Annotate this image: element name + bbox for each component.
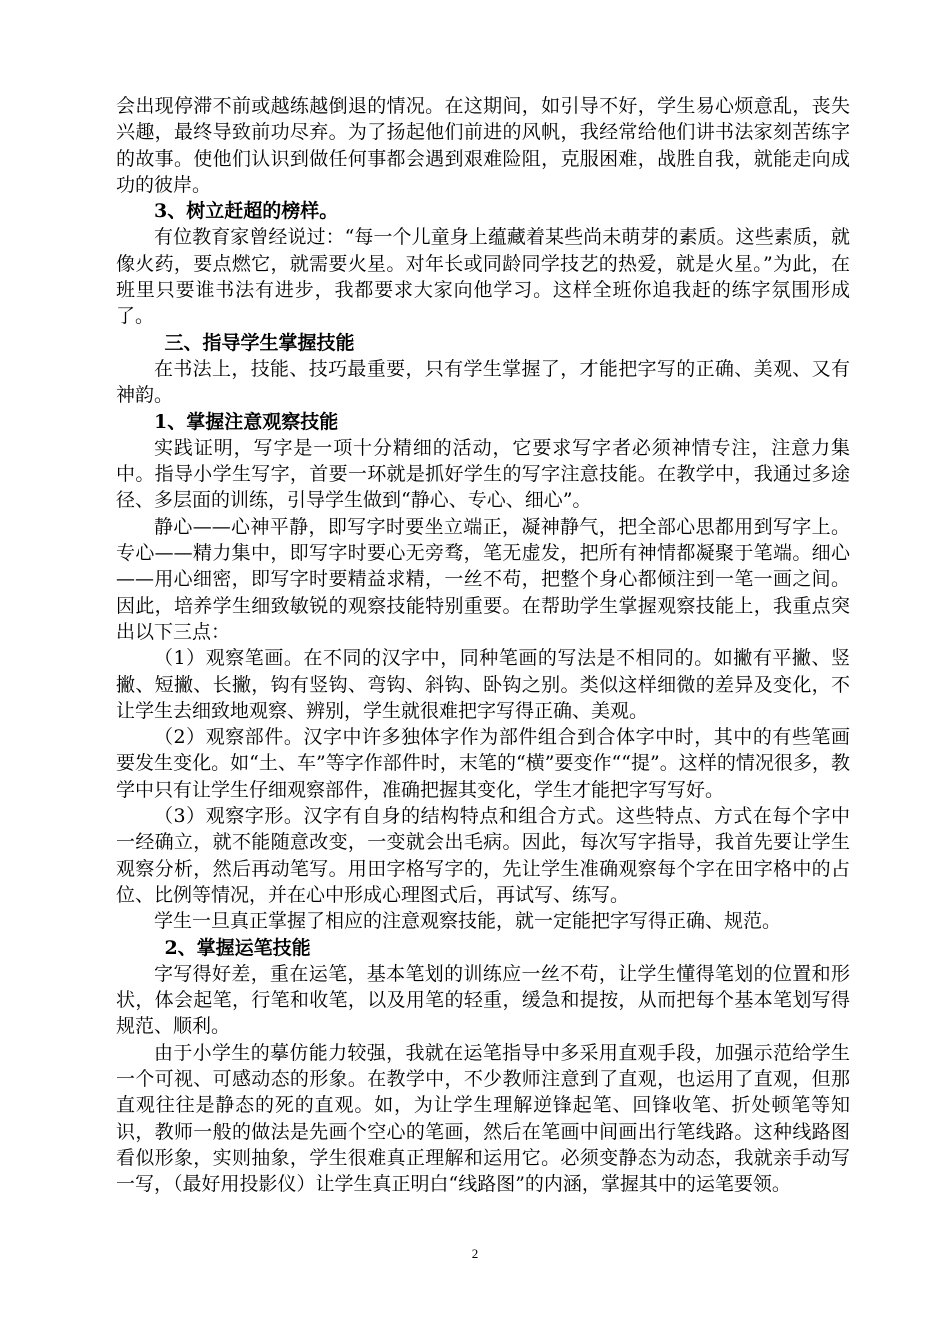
paragraph: 在书法上，技能、技巧最重要，只有学生掌握了，才能把字写的正确、美观、又有神韵。 [116, 357, 850, 407]
paragraph: 学生一旦真正掌握了相应的注意观察技能，就一定能把字写得正确、规范。 [154, 910, 782, 933]
section-heading-skills: 三、指导学生掌握技能 [164, 331, 355, 354]
paragraph-observe-components: （2）观察部件。汉字中许多独体字作为部件组合到合体字中时，其中的有些笔画要发生变化。如“土、车”等字作部件时，末笔的“横”要变作““提”。这样的情况很多，教学中只有让学生仔细观察部件，准确把握其变化，学生才能把字写写好。 [116, 726, 850, 801]
subheading-role-models: 3、树立赶超的榜样。 [154, 200, 339, 223]
paragraph-observe-shape: （3）观察字形。汉字有自身的结构特点和组合方式。这些特点、方式在每个字中一经确立，就不能随意改变，一变就会出毛病。因此，每次写字指导，我首先要让学生观察分析，然后再动笔写。用田字格写字的，先让学生准确观察每个字在田字格中的占位、比例等情况，并在心中形成心理图式后，再试写、练写。 [116, 805, 850, 906]
paragraph: 静心——心神平静，即写字时要坐立端正，凝神静气，把全部心思都用到写字上。专心——精力集中，即写字时要心无旁骛，笔无虚发，把所有神情都凝聚于笔端。细心——用心细密，即写字时要精益求精，一丝不苟，把整个身心都倾注到一笔一画之间。因此，培养学生细致敏锐的观察技能特别重要。在帮助学生掌握观察技能上，我重点突出以下三点： [116, 515, 850, 643]
document-body [116, 93, 850, 1197]
paragraph: 有位教育家曾经说过：“每一个儿童身上蕴藏着某些尚未萌芽的素质。这些素质，就像火药，要点燃它，就需要火星。对年长或同龄同学技艺的热爱，就是火星。”为此，在班里只要谁书法有进步，我都要求大家向他学习。这样全班你追我赶的练字氛围形成了。 [116, 226, 850, 328]
paragraph: 实践证明，写字是一项十分精细的活动，它要求写字者必须神情专注，注意力集中。指导小学生写字，首要一环就是抓好学生的写字注意技能。在教学中，我通过多途径、多层面的训练，引导学生做到“静心、专心、细心”。 [116, 436, 850, 512]
subheading-brush-skills: 2、掌握运笔技能 [164, 936, 311, 959]
subheading-observation-skills: 1、掌握注意观察技能 [154, 410, 339, 433]
paragraph: 字写得好差，重在运笔，基本笔划的训练应一丝不苟，让学生懂得笔划的位置和形状，体会起笔，行笔和收笔，以及用笔的轻重，缓急和提按，从而把每个基本笔划写得规范、顺利。 [116, 962, 850, 1038]
paragraph: 由于小学生的摹仿能力较强，我就在运笔指导中多采用直观手段，加强示范给学生一个可视、可感动态的形象。在教学中，不少教师注意到了直观，也运用了直观，但那直观往往是静态的死的直观。如，为让学生理解逆锋起笔、回锋收笔、折处顿笔等知识，教师一般的做法是先画个空心的笔画，然后在笔画中间画出行笔线路。这种线路图看似形象，实则抽象，学生很难真正理解和运用它。必须变静态为动态，我就亲手动写一写，（最好用投影仪）让学生真正明白“线路图”的内涵，掌握其中的运笔要领。 [116, 1041, 850, 1196]
paragraph-observe-strokes: （1）观察笔画。在不同的汉字中，同种笔画的写法是不相同的。如撇有平撇、竖撇、短撇、长撇，钩有竖钩、弯钩、斜钩、卧钩之别。类似这样细微的差异及变化，不让学生去细致地观察、辨别，学生就很难把字写得正确、美观。 [116, 647, 850, 722]
paragraph-continuation: 会出现停滞不前或越练越倒退的情况。在这期间，如引导不好，学生易心烦意乱，丧失兴趣，最终导致前功尽弃。为了扬起他们前进的风帆，我经常给他们讲书法家刻苦练字的故事。使他们认识到做任何事都会遇到艰难险阻，克服困难，战胜自我，就能走向成功的彼岸。 [116, 95, 850, 196]
page-number: 2 [471, 1246, 479, 1261]
